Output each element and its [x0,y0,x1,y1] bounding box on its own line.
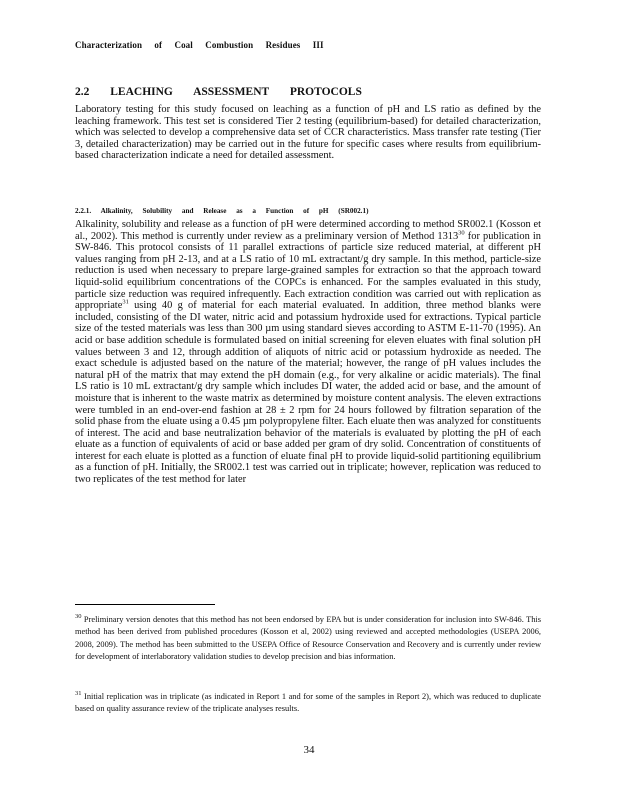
footnote-30 [75,614,541,664]
section-heading: 2.2 LEACHING ASSESSMENT PROTOCOLS [75,86,362,98]
footnote-reference-30[interactable]: 30 [458,229,465,237]
subsection-paragraph [75,219,541,486]
paragraph-text-part: Alkalinity, solubility and release as a function of pH were determined according to method SR002.1 (Kosson et al., 2002). This method is currently under review as a preliminary version of Method 1313 [75,219,541,242]
running-header: Characterization of Coal Combustion Residues III [75,40,324,50]
footnote-text: Preliminary version denotes that this method has not been endorsed by EPA but is under consideration for inclusion into SW-846. This method has been derived from published procedures (Kosson et al, 2002) using reviewed and accepted methodologies (USEPA 2006, 2008, 2009). The method has been submitted to the USEPA Office of Resource Conservation and Recovery and is currently under review for development of interlaboratory validation studies to develop precision and bias information. [75,615,541,662]
section-paragraph: Laboratory testing for this study focused on leaching as a function of pH and LS ratio as defined by the leaching framework. This test set is considered Tier 2 testing (equilibrium-based) for detailed characterization, which was selected to develop a comprehensive data set of CCR characteristics. Mass transfer rate testing (Tier 3, detailed characterization) may be carried out in the future for specific cases where results from equilibrium-based characterization indicate a need for detailed assessment. [75,104,541,162]
footnote-number: 31 [75,690,82,698]
footnote-number: 30 [75,613,82,621]
page-number: 34 [303,744,315,756]
paragraph-text-part: using 40 g of material for each material evaluated. In addition, three method blanks were included, consisting of the DI water, nitric acid and potassium hydroxide used for extractions. Typical particle size of the tested materials was less than 300 µm using standard sieves according to ASTM E-11-70 (1995). An acid or base addition schedule is formulated based on initial screening for eleven eluates with final solution pH values between 3 and 12, through addition of aliquots of nitric acid or potassium hydroxide as needed. The exact schedule is adjusted based on the nature of the material; however, the range of pH values includes the natural pH of the matrix that may extend the pH domain (e.g., for very alkaline or acidic materials). The final LS ratio is 10 mL extractant/g dry sample which includes DI water, the added acid or base, and the amount of moisture that is inherent to the waste matrix as determined by moisture content analysis. The eleven extractions were tumbled in an end-over-end fashion at 28 ± 2 rpm for 24 hours followed by filtration separation of the solid phase from the eluate using a 0.45 µm polypropylene filter. Each eluate then was analyzed for constituents of interest. The acid and base neutralization behavior of the materials is evaluated by plotting the pH of each eluate as a function of equivalents of acid or base added per gram of dry solid. Concentration of constituents of interest for each eluate is plotted as a function of eluate final pH to provide liquid-solid partitioning equilibrium as a function of pH. Initially, the SR002.1 test was carried out in triplicate; however, replication was reduced to two replicates of the test method for later [75,300,541,486]
paragraph-text-part: for publication in SW-846. This protocol consists of 11 parallel extractions of particle size reduced material, at different pH values ranging from pH 2-13, and at a LS ratio of 10 mL extractant/g dry sample. In this method, particle-size reduction is used when necessary to prepare large-grained samples for extraction so that the approach toward liquid-solid equilibrium concentrations of the COPCs is enhanced. For the samples evaluated in this study, particle size reduction was required infrequently. Each extraction condition was carried out with replication as appropriate [75,230,541,312]
footnote-reference-31[interactable]: 31 [122,298,129,306]
footnote-separator [75,604,215,605]
footnote-text: Initial replication was in triplicate (as indicated in Report 1 and for some of the samples in Report 2), which was reduced to duplicate based on quality assurance review of the triplicate analyses results. [75,692,541,714]
subsection-heading: 2.2.1. Alkalinity, Solubility and Release as a Function of pH (SR002.1) [75,207,369,215]
footnote-31 [75,691,541,716]
